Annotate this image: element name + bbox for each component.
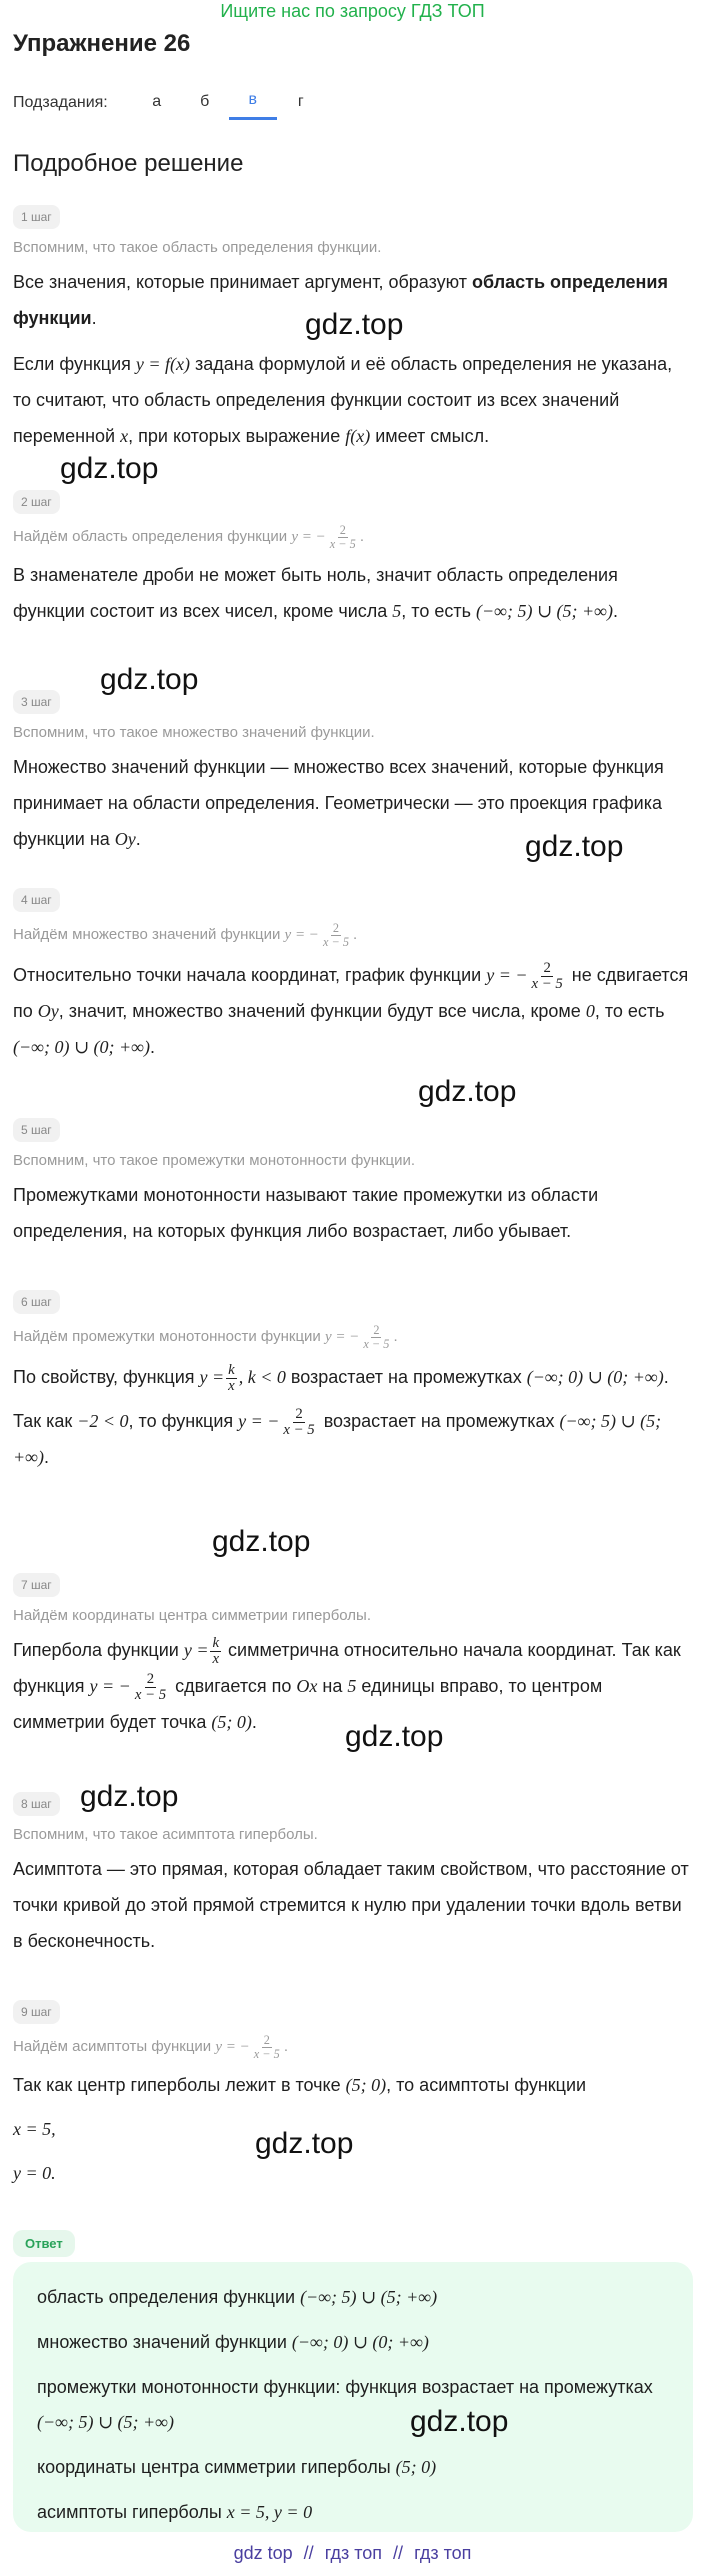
step-badge: 3 шаг [13,690,60,714]
step-badge: 9 шаг [13,2000,60,2024]
step-badge: 6 шаг [13,1290,60,1314]
step-text: Если функция y = f(x) задана формулой и её область определения не указана, то считают, что область определения функции состоит из всех значений переменной x, при которых выражение f(x) имеет смысл. [13,354,673,446]
step-9 [13,2000,693,2191]
footer-link[interactable]: гдз топ [414,2543,472,2563]
step-hint: Найдём асимптоты функции y = − $\frac{2}{x - 5}$ . [13,2033,288,2061]
watermark: gdz.top [410,2405,509,2438]
subtasks-bar [13,85,325,120]
step-badge: 5 шаг [13,1118,60,1142]
watermark: gdz.top [60,452,159,485]
step-4 [13,888,693,1065]
step-text: Асимптота — это прямая, которая обладает таким свойством, что расстояние от точки кривой до этой прямой стремится к нулю при удалении точки вдоль ветви в бесконечность. [13,1859,689,1951]
step-6 [13,1290,693,1475]
step-badge: 8 шаг [13,1792,60,1816]
step-hint: Вспомним, что такое область определения функции. [13,239,382,256]
watermark: gdz.top [418,1075,517,1108]
section-title: Подробное решение [13,150,244,177]
subtask-tab-v[interactable]: в [229,85,277,120]
asymptote-x: x = 5, [13,2118,56,2139]
step-text: Относительно точки начала координат, график функции y = − $\frac{2}{x - 5}$ не сдвигается по Oy, значит, множество значений функции будут все числа, кроме 0, то есть (−∞; 0) ∪ (0; +∞). [13,959,689,1057]
answer-item: промежутки монотонности функции: функция возрастает на промежутках (−∞; 5) ∪ (5; +∞) [37,2377,653,2432]
step-badge: 2 шаг [13,490,60,514]
asymptote-y: y = 0. [13,2162,56,2183]
step-text: В знаменателе дроби не может быть ноль, значит область определения функции состоит из всех чисел, кроме числа 5, то есть (−∞; 5) ∪ (5; +∞). [13,564,619,621]
footer-separator: // [393,2543,404,2563]
subtask-tab-g[interactable]: г [297,92,304,110]
footer-link[interactable]: gdz top [233,2543,293,2563]
watermark: gdz.top [345,1720,444,1753]
step-badge: 1 шаг [13,205,60,229]
step-text: Множество значений функции — множество всех значений, которые функция принимает на области определения. Геометрически — это проекция графика функции на Oy. [13,757,664,849]
step-badge: 4 шаг [13,888,60,912]
step-badge: 7 шаг [13,1573,60,1597]
step-text: Все значения, которые принимает аргумент, образуют область определения функции. [13,272,668,328]
page-title: Упражнение 26 [13,30,191,57]
search-banner: Ищите нас по запросу ГДЗ ТОП [220,1,485,21]
step-8 [13,1792,693,1959]
step-hint: Вспомним, что такое множество значений функции. [13,724,375,741]
step-hint: Найдём множество значений функции y = − $\frac{2}{x - 5}$ . [13,921,358,949]
step-7 [13,1573,693,1740]
answer-tag: Ответ [13,2230,75,2257]
step-text: Промежутками монотонности называют такие промежутки из области определения, на которых функция либо возрастает, либо убывает. [13,1185,599,1241]
step-5 [13,1118,693,1249]
step-hint: Вспомним, что такое промежутки монотонности функции. [13,1152,416,1169]
subtasks-label: Подзадания: [13,93,108,111]
step-text: По свойству, функция y = $\frac{k}{x}$ , k < 0 возрастает на промежутках (−∞; 0) ∪ (0; +∞). [13,1361,669,1395]
subtask-tab-b[interactable]: б [200,92,210,110]
answer-item: область определения функции (−∞; 5) ∪ (5; +∞) [37,2287,438,2307]
step-hint: Вспомним, что такое асимптота гиперболы. [13,1826,318,1843]
watermark: gdz.top [80,1780,179,1813]
watermark: gdz.top [100,663,199,696]
step-text: Так как −2 < 0, то функция y = − $\frac{2}{x - 5}$ возрастает на промежутках (−∞; 5) ∪ (5; +∞). [13,1405,662,1467]
watermark: gdz.top [212,1525,311,1558]
footer-links [0,2543,705,2564]
step-hint: Найдём координаты центра симметрии гиперболы. [13,1607,372,1624]
step-2 [13,490,693,629]
answer-item: координаты центра симметрии гиперболы (5; 0) [37,2457,437,2477]
answer-item: множество значений функции (−∞; 0) ∪ (0; +∞) [37,2332,429,2352]
answer-item: асимптоты гиперболы x = 5, y = 0 [37,2502,313,2522]
watermark: gdz.top [255,2127,354,2160]
watermark: gdz.top [305,308,404,341]
subtask-tab-a[interactable]: а [152,92,162,110]
step-text: Так как центр гиперболы лежит в точке (5; 0), то асимптоты функции [13,2074,587,2095]
footer-separator: // [303,2543,314,2563]
step-text: Гипербола функции y = $\frac{k}{x}$ симметрична относительно начала координат. Так как функция y = − $\frac{2}{x - 5}$ сдвигается по Ox на 5 единицы вправо, то центром симметрии будет точка (5; 0). [13,1634,681,1732]
step-hint: Найдём область определения функции y = − $\frac{2}{x - 5}$ . [13,523,364,551]
answer-box [13,2262,693,2532]
step-hint: Найдём промежутки монотонности функции y = − $\frac{2}{x - 5}$ . [13,1323,398,1351]
footer-link[interactable]: гдз топ [324,2543,383,2563]
watermark: gdz.top [525,830,624,863]
